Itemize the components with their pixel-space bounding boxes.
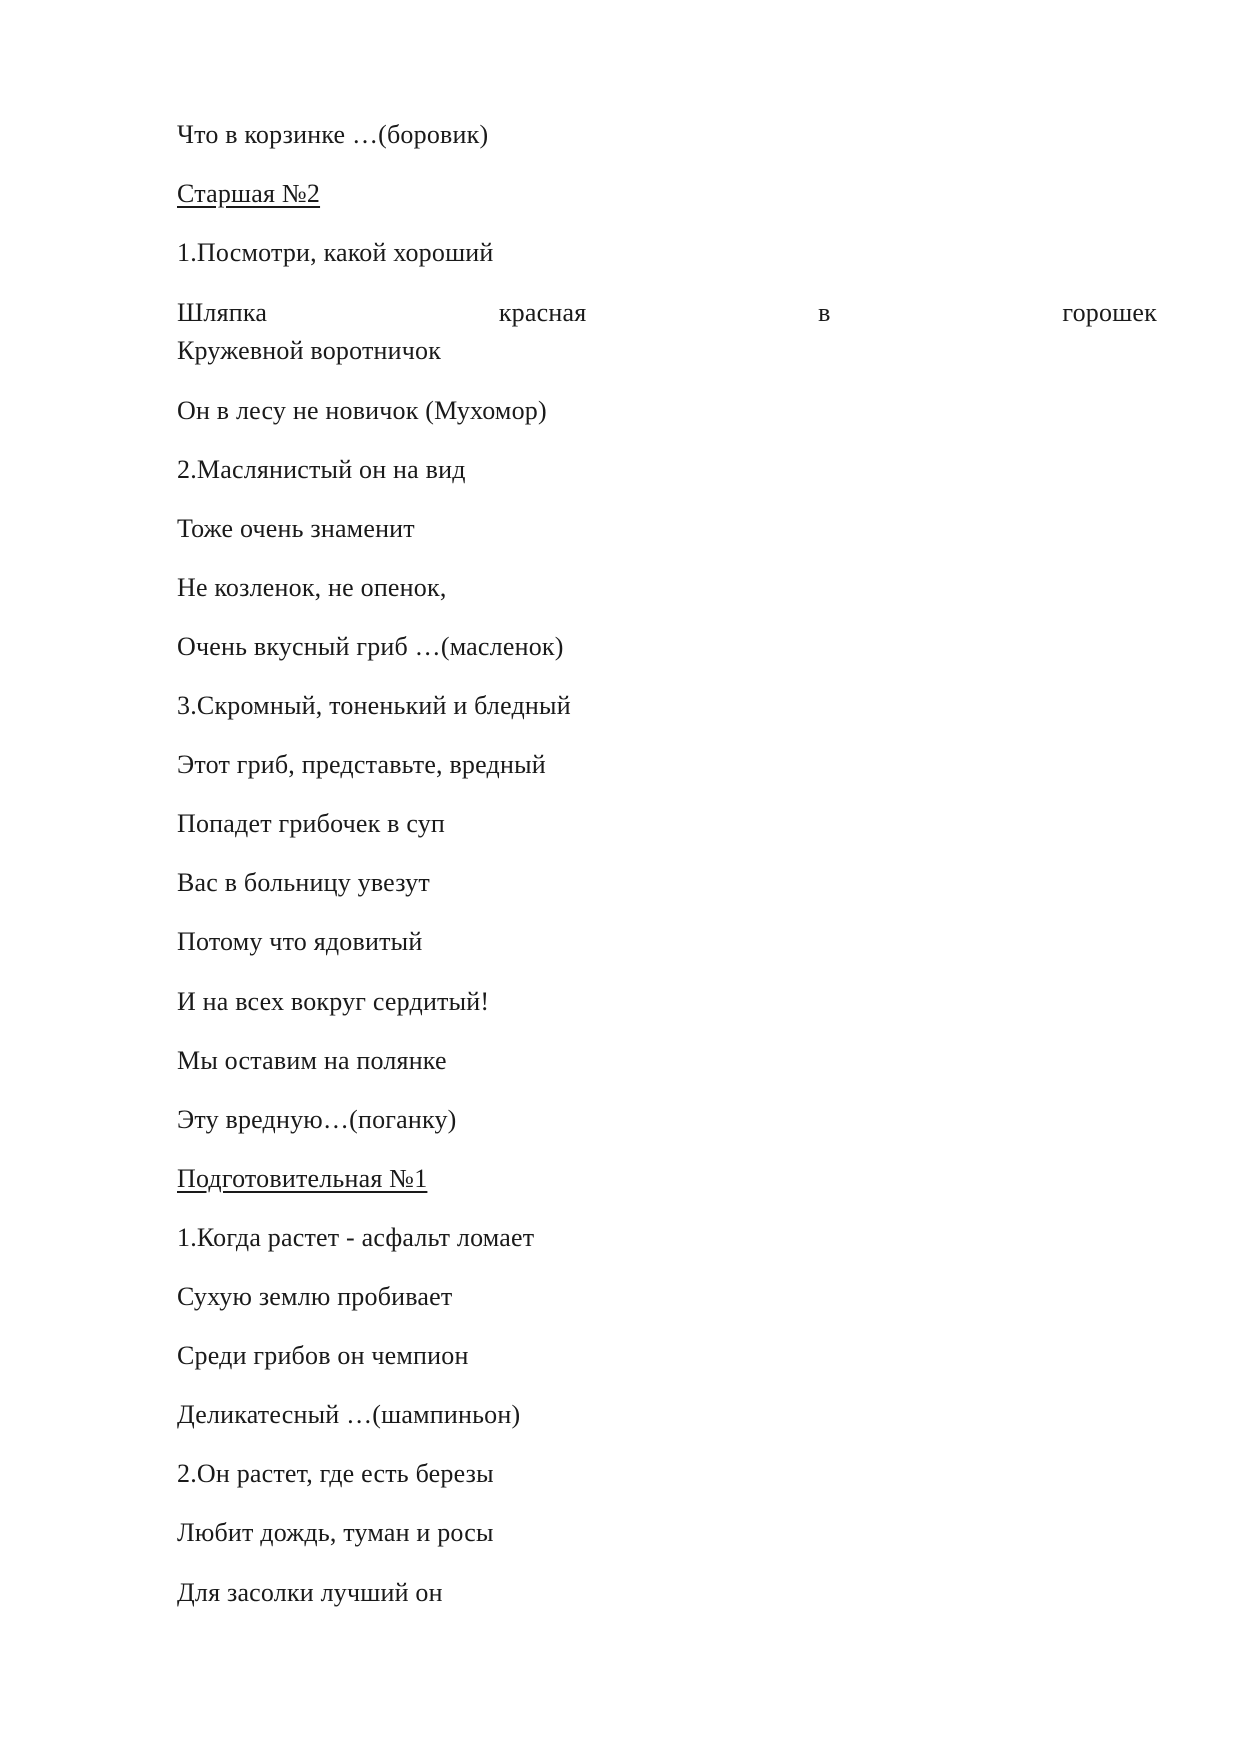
text-line: Мы оставим на полянке [177,1046,447,1075]
text-line: Попадет грибочек в суп [177,809,446,838]
text-line: Вас в больницу увезут [177,868,430,897]
word: красная [498,298,587,327]
text-line: Что в корзинке …(боровик) [177,120,489,149]
text-line: Этот гриб, представьте, вредный [177,750,546,779]
text-line: Эту вредную…(поганку) [177,1105,457,1134]
text-line: 2.Он растет, где есть березы [177,1459,494,1488]
text-line: Не козленок, не опенок, [177,573,447,602]
word: в [818,298,831,327]
text-line: 3.Скромный, тоненький и бледный [177,691,571,720]
text-line: 1.Когда растет - асфальт ломает [177,1223,535,1252]
word: Шляпка [177,298,268,327]
text-line: Потому что ядовитый [177,927,423,956]
text-line: Деликатесный …(шампиньон) [177,1400,521,1429]
text-line: 1.Посмотри, какой хороший [177,238,494,267]
text-line: Он в лесу не новичок (Мухомор) [177,396,547,425]
text-line: Среди грибов он чемпион [177,1341,469,1370]
text-line: Кружевной воротничок [177,336,442,365]
text-line: 2.Маслянистый он на вид [177,455,466,484]
word: горошек [1062,298,1157,327]
section-heading: Старшая №2 [177,179,321,208]
justified-text-line [177,298,1157,328]
section-heading: Подготовительная №1 [177,1164,428,1193]
text-line: Очень вкусный гриб …(масленок) [177,632,564,661]
text-line: И на всех вокруг сердитый! [177,987,490,1016]
text-line: Сухую землю пробивает [177,1282,453,1311]
text-line: Тоже очень знаменит [177,514,415,543]
text-line: Для засолки лучший он [177,1578,443,1607]
text-line: Любит дождь, туман и росы [177,1518,494,1547]
